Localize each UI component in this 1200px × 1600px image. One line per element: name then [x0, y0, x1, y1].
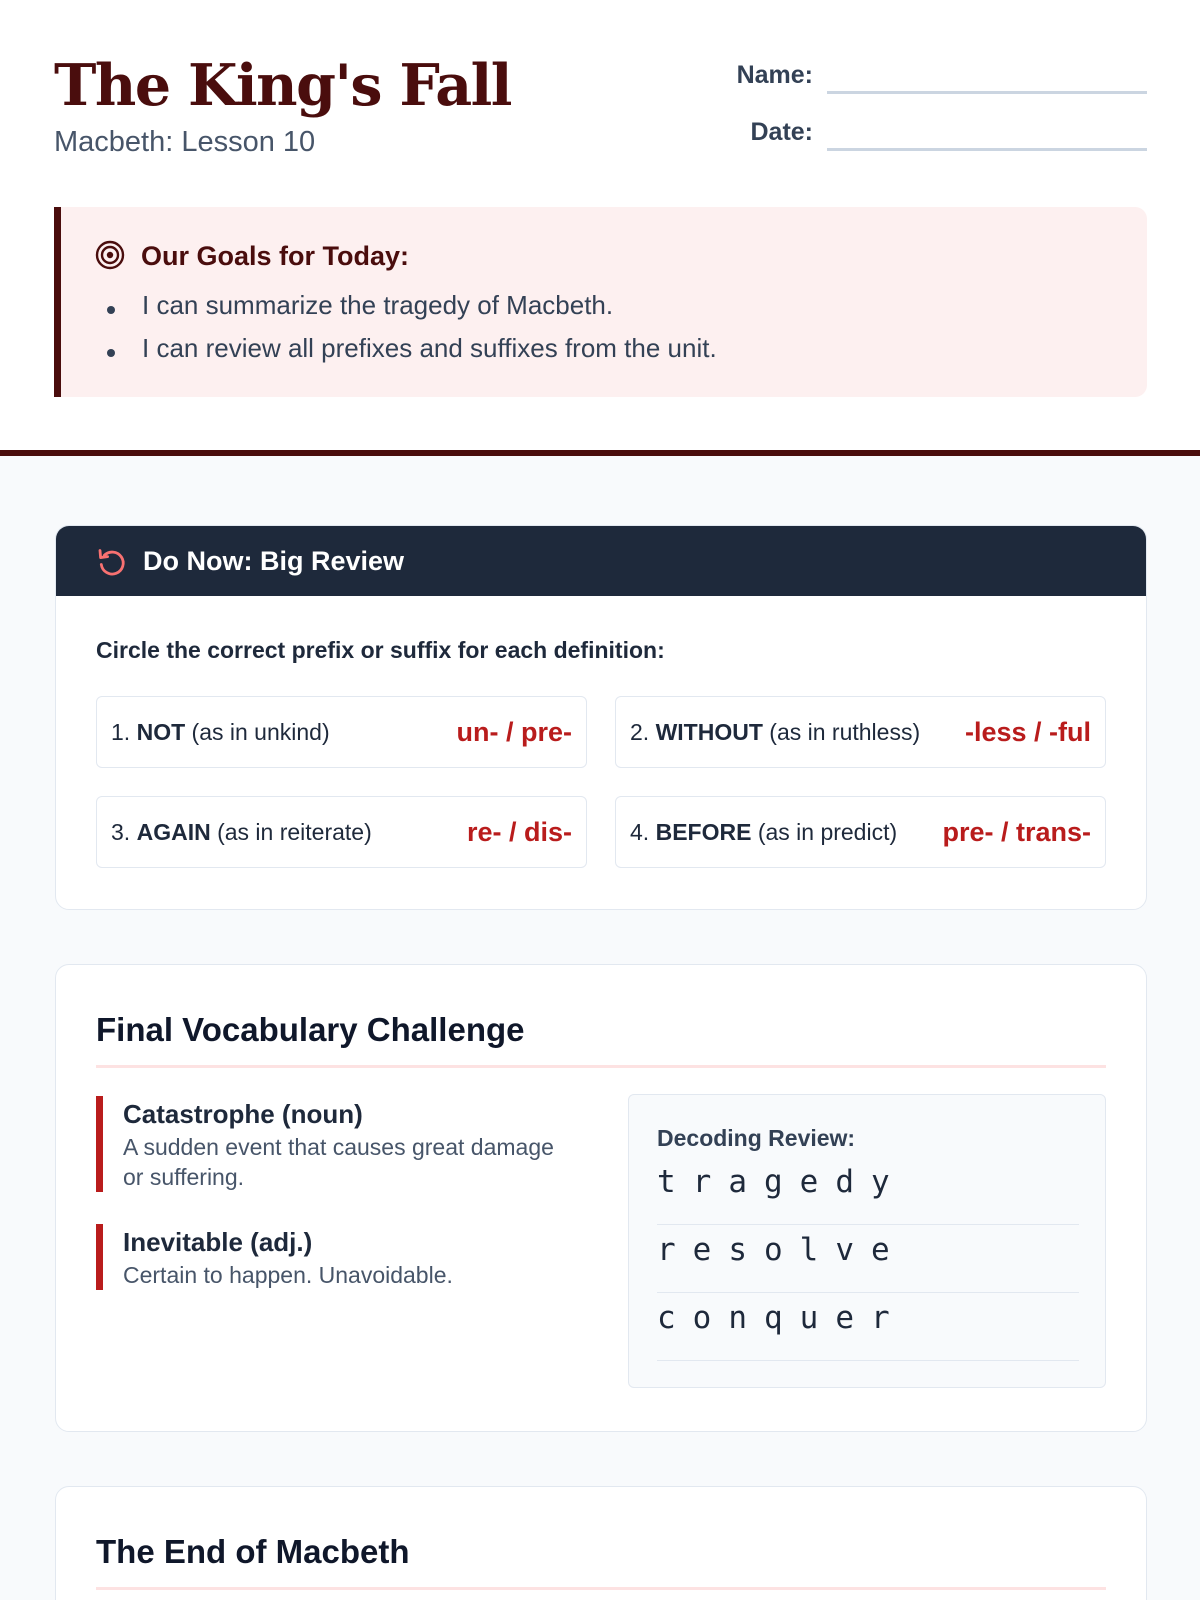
question-text: 2. WITHOUT (as in ruthless) — [630, 719, 921, 745]
goal-item: I can review all prefixes and suffixes from the unit. — [142, 333, 717, 363]
question-item — [96, 696, 587, 768]
lesson-subtitle: Macbeth: Lesson 10 — [54, 126, 316, 158]
name-field[interactable] — [827, 91, 1147, 94]
question-text: 3. AGAIN (as in reiterate) — [111, 819, 372, 845]
section-title: Final Vocabulary Challenge — [96, 1011, 525, 1048]
section-divider — [96, 1587, 1106, 1590]
do-now-header — [56, 526, 1146, 596]
vocab-term — [96, 1096, 566, 1192]
name-label: Name: — [736, 61, 813, 89]
vocab-term-name: Inevitable (adj.) — [123, 1227, 313, 1257]
answer-options[interactable]: pre- / trans- — [942, 817, 1091, 847]
date-field[interactable] — [827, 148, 1147, 151]
question-text: 1. NOT (as in unkind) — [111, 719, 330, 745]
decoding-panel — [628, 1094, 1106, 1388]
end-of-macbeth-card — [55, 1486, 1147, 1600]
question-item — [615, 796, 1106, 868]
decoding-word: conquer — [657, 1293, 1079, 1361]
decoding-word: resolve — [657, 1225, 1079, 1293]
question-item — [615, 696, 1106, 768]
question-text: 4. BEFORE (as in predict) — [630, 819, 898, 845]
section-divider — [96, 1065, 1106, 1068]
vocabulary-card — [55, 964, 1147, 1432]
undo-icon — [96, 546, 128, 578]
answer-options[interactable]: un- / pre- — [456, 717, 572, 747]
do-now-card — [55, 525, 1147, 910]
vocab-term — [96, 1224, 566, 1290]
vocab-term-definition: Certain to happen. Unavoidable. — [123, 1262, 453, 1288]
goals-title: Our Goals for Today: — [141, 241, 410, 271]
goals-box — [54, 207, 1147, 397]
date-label: Date: — [750, 118, 813, 146]
bullet-icon — [107, 306, 115, 314]
bullet-icon — [107, 349, 115, 357]
do-now-title: Do Now: Big Review — [143, 546, 405, 576]
question-item — [96, 796, 587, 868]
decoding-word: tragedy — [657, 1157, 1079, 1225]
page-title: The King's Fall — [54, 52, 511, 119]
worksheet-header — [0, 0, 1200, 456]
vocab-term-definition: A sudden event that causes great damage or suffering. — [123, 1134, 554, 1190]
target-icon — [95, 240, 125, 270]
section-title: The End of Macbeth — [96, 1533, 410, 1570]
answer-options[interactable]: -less / -ful — [964, 717, 1091, 747]
vocab-term-name: Catastrophe (noun) — [123, 1099, 363, 1129]
do-now-instruction: Circle the correct prefix or suffix for each definition: — [96, 637, 665, 663]
goal-item: I can summarize the tragedy of Macbeth. — [142, 290, 614, 320]
answer-options[interactable]: re- / dis- — [466, 817, 572, 847]
decoding-title: Decoding Review: — [657, 1125, 856, 1151]
